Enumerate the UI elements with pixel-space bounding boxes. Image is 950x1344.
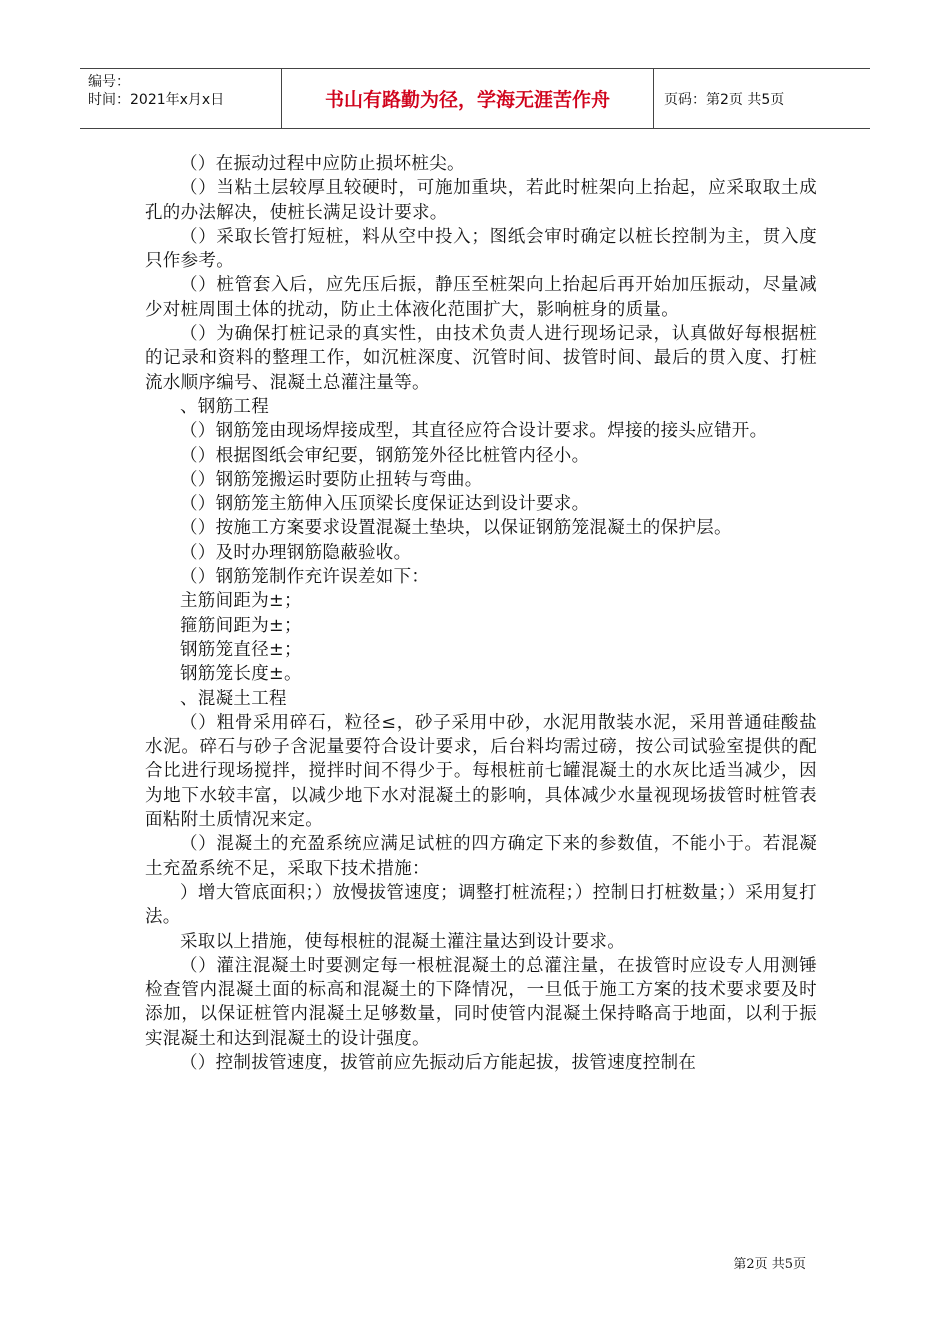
paragraph: （）采取长管打短桩，料从空中投入；图纸会审时确定以桩长控制为主，贯入度只作参考。	[145, 226, 817, 272]
paragraph: （）及时办理钢筋隐蔽验收。	[180, 542, 412, 563]
paragraph: （）桩管套入后，应先压后振，静压至桩架向上抬起后再开始加压振动，尽量减少对桩周围土体的扰动，防止土体液化范围扩大，影响桩身的质量。	[145, 275, 817, 320]
paragraph: ）增大管底面积；）放慢拔管速度；调整打桩流程；）控制日打桩数量；）采用复打法。	[145, 882, 817, 928]
doc-number-label: 编号：	[88, 74, 130, 90]
paragraph: （）按施工方案要求设置混凝土垫块，以保证钢筋笼混凝土的保护层。	[180, 518, 732, 539]
paragraph: （）钢筋笼主筋伸入压顶梁长度保证达到设计要求。	[180, 494, 590, 515]
paragraph: 采取以上措施，使每根桩的混凝土灌注量达到设计要求。	[180, 931, 625, 952]
page-footer: 第2页 共5页	[733, 1257, 806, 1272]
header-meta	[80, 69, 282, 128]
paragraph: （）在振动过程中应防止损坏桩尖。	[180, 154, 465, 174]
paragraph: （）钢筋笼制作充许误差如下：	[180, 567, 430, 588]
date-label: 时间：2021年x月x日	[88, 92, 225, 108]
paragraph: （）混凝土的充盈系统应满足试桩的四方确定下来的参数值，不能小于。若混凝土充盈系统不足，采取下技术措施：	[145, 834, 817, 879]
tolerance-item: 钢筋笼长度±。	[180, 664, 302, 685]
document-body	[145, 152, 817, 1075]
paragraph: （）钢筋笼由现场焊接成型，其直径应符合设计要求。焊接的接头应错开。	[180, 421, 768, 442]
header-motto: 书山有路勤为径，学海无涯苦作舟	[282, 69, 654, 128]
tolerance-item: 钢筋笼直径±；	[180, 639, 302, 660]
paragraph: （）根据图纸会审纪要，钢筋笼外径比桩管内径小。	[180, 445, 590, 466]
tolerance-item: 箍筋间距为±；	[180, 615, 302, 636]
section-heading: 、混凝土工程	[180, 688, 287, 709]
paragraph: （）灌注混凝土时要测定每一根桩混凝土的总灌注量，在拔管时应设专人用测锤检查管内混凝土面的标高和混凝土的下降情况，一旦低于施工方案的技术要求要及时添加，以保证桩管内混凝土足够数量，同时使管内混凝土保持略高于地面，以利于振实混凝土和达到混凝土的设计强度。	[145, 955, 817, 1049]
tolerance-item: 主筋间距为±；	[180, 591, 302, 612]
section-heading: 、钢筋工程	[180, 396, 269, 417]
paragraph: （）当粘土层较厚且较硬时，可施加重块，若此时桩架向上抬起，应采取取土成孔的办法解决，使桩长满足设计要求。	[145, 178, 817, 223]
paragraph: （）控制拔管速度，拔管前应先振动后方能起拔，拔管速度控制在	[180, 1052, 697, 1073]
page-header	[80, 68, 870, 129]
paragraph: （）粗骨采用碎石，粒径≤，砂子采用中砂，水泥用散装水泥，采用普通硅酸盐水泥。碎石与砂子含泥量要符合设计要求，后台料均需过磅，按公司试验室提供的配合比进行现场搅拌，搅拌时间不得少于。每根桩前七罐混凝土的水灰比适当减少，因为地下水较丰富，以减少地下水对混凝土的影响，具体减少水量视现场拔管时桩管表面粘附土质情况来定。	[145, 712, 817, 831]
header-page-code: 页码：第2页 共5页	[664, 91, 785, 108]
paragraph: （）为确保打桩记录的真实性，由技术负责人进行现场记录，认真做好每根据桩的记录和资料的整理工作，如沉桩深度、沉管时间、拔管时间、最后的贯入度、打桩流水顺序编号、混凝土总灌注量等。	[145, 324, 817, 393]
paragraph: （）钢筋笼搬运时要防止扭转与弯曲。	[180, 469, 483, 490]
